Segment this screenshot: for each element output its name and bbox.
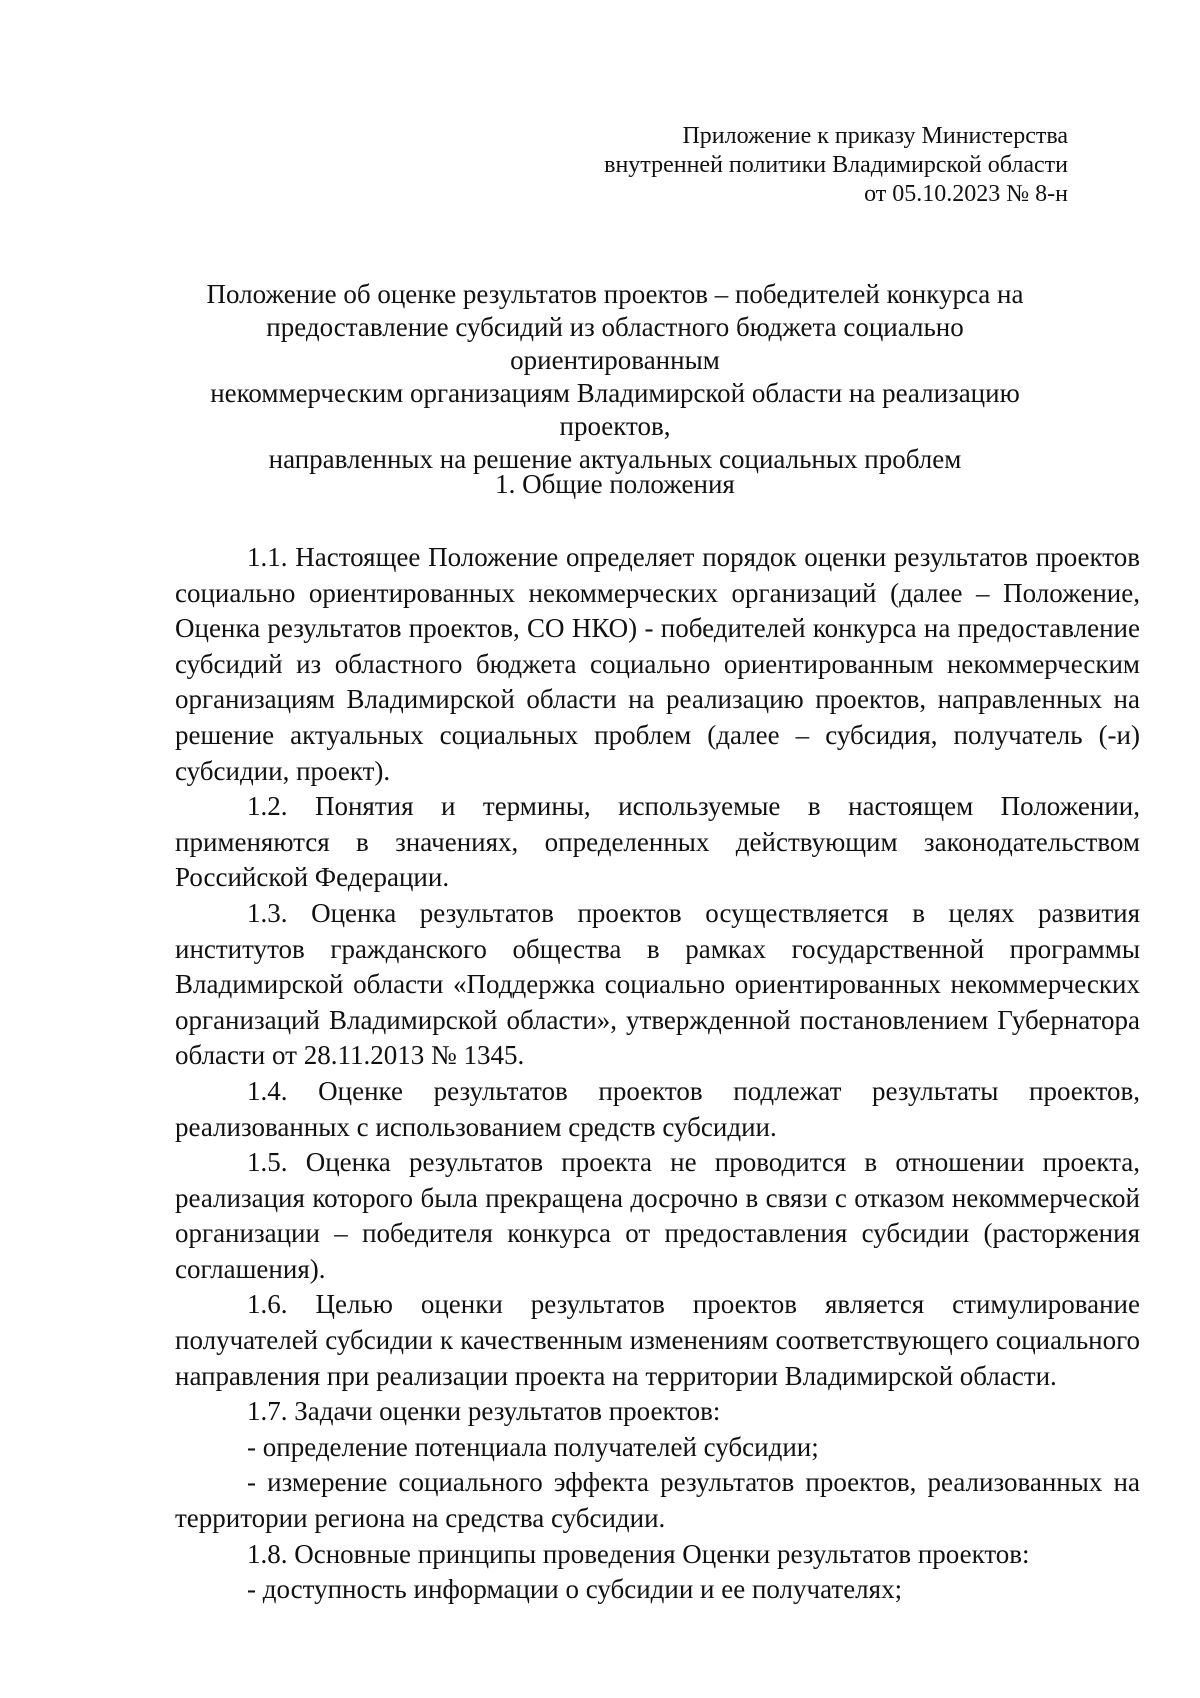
paragraph-1-4: 1.4. Оценке результатов проектов подлежат результаты проектов, реализованных с использованием средств субсидии. (175, 1075, 1140, 1142)
list-item: - измерение социального эффекта результатов проектов, реализованных на территории региона на средства субсидии. (175, 1467, 1140, 1534)
document-title-line: предоставление субсидий из областного бюджета социально ориентированным (266, 312, 964, 375)
appendix-header-line: от 05.10.2023 № 8-н (864, 181, 1068, 207)
document-title-line: Положение об оценке результатов проектов – победителей конкурса на (206, 279, 1024, 309)
paragraph-1-3: 1.3. Оценка результатов проектов осуществляется в целях развития институтов гражданского общества в рамках государственной программы Владимирской области «Поддержка социально ориентированных некоммерческих организаций Владимирской области», утвержденной постановлением Губернатора области от 28.11.2013 № 1345. (175, 897, 1140, 1071)
section-heading: 1. Общие положения (495, 469, 735, 499)
appendix-header-line: внутренней политики Владимирской области (604, 152, 1068, 178)
document-title-line: некоммерческим организациям Владимирской области на реализацию проектов, (210, 378, 1020, 441)
list-item: - доступность информации о субсидии и ее получателях; (247, 1574, 903, 1605)
appendix-header (604, 122, 1068, 209)
paragraph-1-7: 1.7. Задачи оценки результатов проектов: (247, 1396, 721, 1427)
paragraph-1-5: 1.5. Оценка результатов проекта не проводится в отношении проекта, реализация которого была прекращена досрочно в связи с отказом некоммерческой организации – победителя конкурса от предоставления субсидии (расторжения соглашения). (175, 1147, 1140, 1284)
paragraph-1-8: 1.8. Основные принципы проведения Оценки результатов проектов: (247, 1538, 1030, 1569)
paragraph-1-1: 1.1. Настоящее Положение определяет порядок оценки результатов проектов социально ориентированных некоммерческих организаций (далее – Положение, Оценка результатов проектов, СО НКО) - победителей конкурса на предоставление субсидий из областного бюджета социально ориентированным некоммерческим организациям Владимирской области на реализацию проектов, направленных на решение актуальных социальных проблем (далее – субсидия, получатель (-и) субсидии, проект). (175, 542, 1140, 786)
document-title-line: направленных на решение актуальных социальных проблем (268, 444, 962, 474)
appendix-header-line: Приложение к приказу Министерства (682, 123, 1068, 149)
document-title (160, 278, 1070, 476)
paragraph-1-6: 1.6. Целью оценки результатов проектов является стимулирование получателей субсидии к качественным изменениям соответствующего социального направления при реализации проекта на территории Владимирской области. (175, 1289, 1140, 1391)
paragraph-1-2: 1.2. Понятия и термины, используемые в настоящем Положении, применяются в значениях, определенных действующим законодательством Российской Федерации. (175, 791, 1140, 893)
list-item: - определение потенциала получателей субсидии; (247, 1431, 819, 1462)
document-body (175, 540, 1140, 1608)
